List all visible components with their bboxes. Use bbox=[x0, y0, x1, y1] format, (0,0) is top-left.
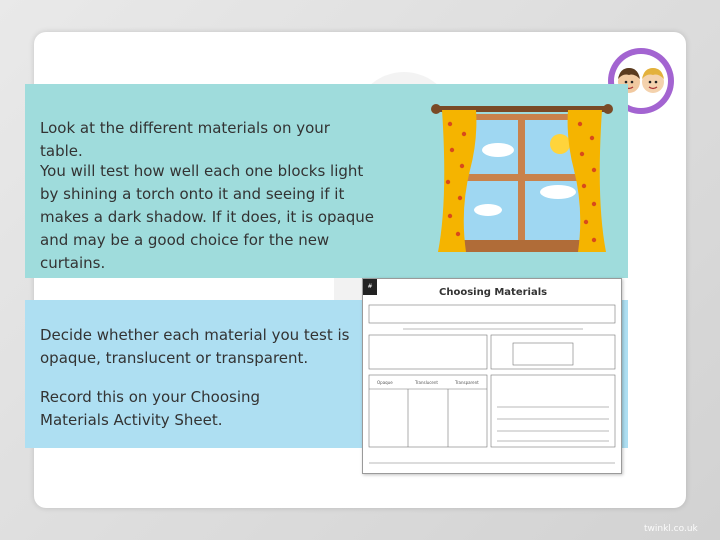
window-curtains-illustration bbox=[418, 100, 622, 270]
record-instructions-text: Record this on your Choosing Materials Activity Sheet. bbox=[40, 388, 261, 429]
sheet-col-opaque: Opaque bbox=[377, 380, 393, 385]
sheet-col-translucent: Translucent bbox=[415, 380, 438, 385]
intro-text: Look at the different materials on your table. bbox=[40, 119, 330, 160]
sheet-title: Choosing Materials bbox=[439, 287, 548, 298]
sheet-col-transparent: Transparent bbox=[455, 380, 479, 385]
decide-instructions-text: Decide whether each material you test is opaque, translucent or transparent. bbox=[40, 326, 350, 367]
sheet-corner-badge: # bbox=[363, 279, 377, 295]
test-instructions-text: You will test how well each one blocks light by shining a torch onto it and seeing if it makes a dark shadow. If it does, it is opaque and may be a good choice for the new curtains. bbox=[40, 162, 374, 272]
activity-sheet-thumbnail bbox=[362, 278, 622, 474]
footer-watermark: twinkl.co.uk bbox=[644, 524, 698, 534]
sheet-layout-lines bbox=[363, 279, 621, 473]
